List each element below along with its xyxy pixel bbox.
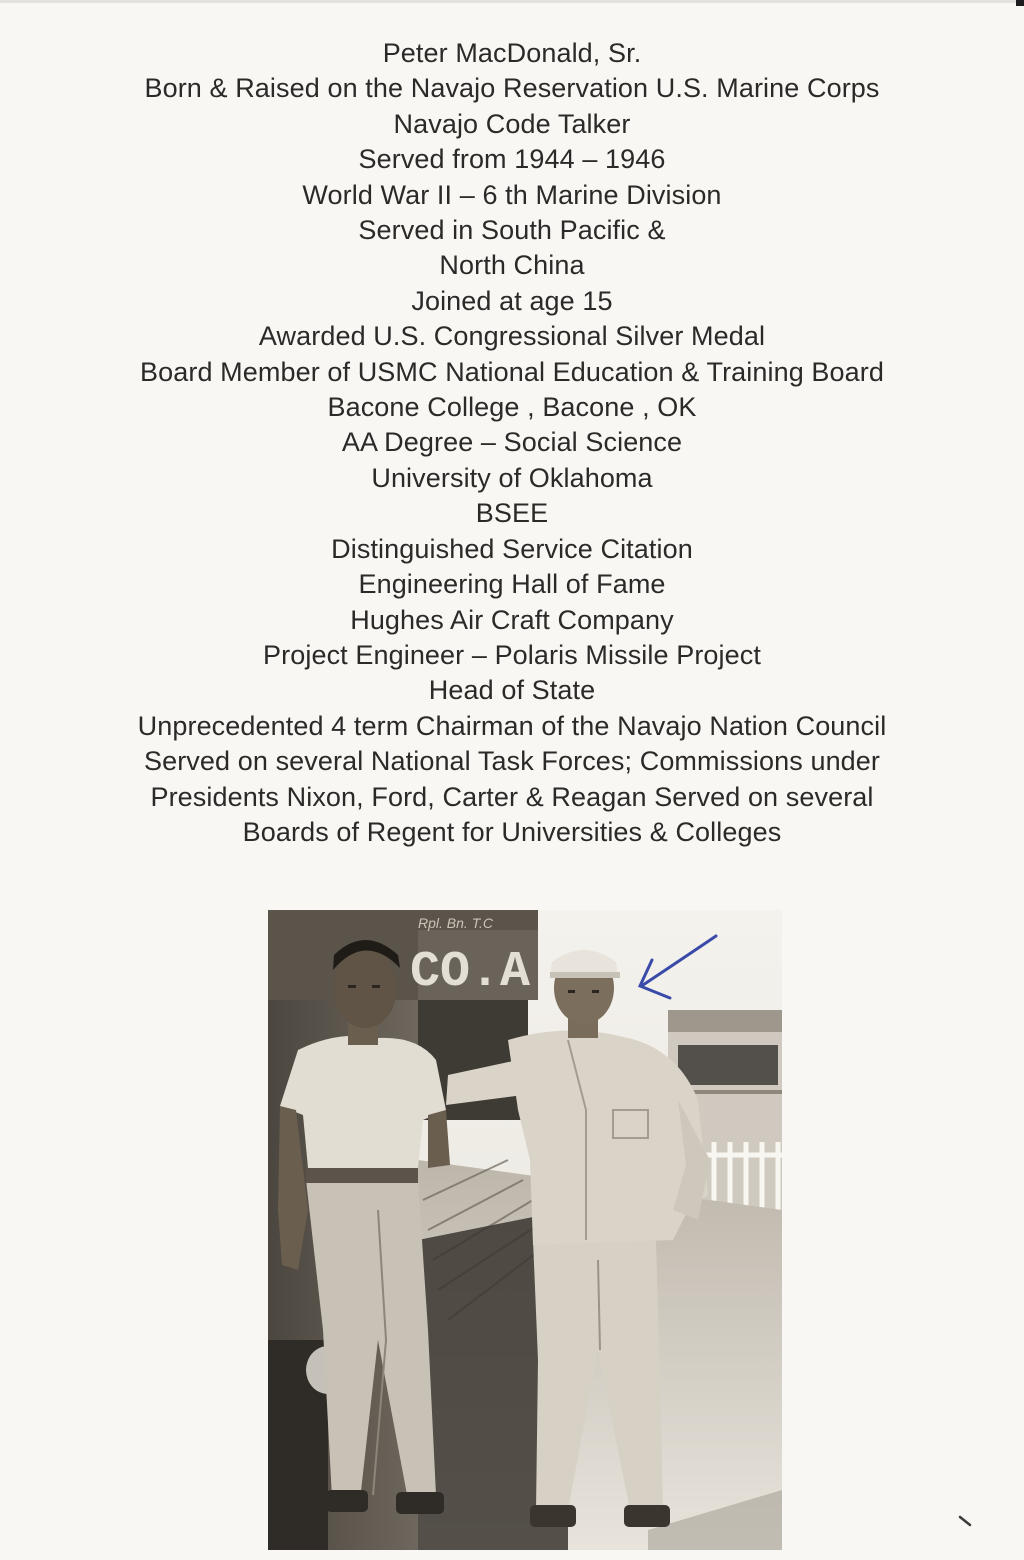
bio-line: Bacone College , Bacone , OK [327,392,697,423]
bio-line: North China [439,250,585,281]
bio-line: Navajo Code Talker [393,108,631,139]
bio-name: Peter MacDonald, Sr. [382,38,642,68]
bio-line: Distinguished Service Citation [331,533,693,564]
scan-stray-mark [958,1514,974,1528]
bio-line: Born & Raised on the Navajo Reservation U.S. Marine Corps [144,73,880,104]
two-marines-photo-illustration [268,910,782,1550]
bio-line: Presidents Nixon, Ford, Carter & Reagan Served on several [150,781,874,812]
bio-line: BSEE [475,498,549,529]
historical-photo [268,910,782,1550]
bio-line: Engineering Hall of Fame [358,569,666,600]
truck-sign-text: CO.A [410,944,531,1001]
bio-line: Head of State [428,675,596,706]
bio-line: Board Member of USMC National Education & Training Board [140,356,884,387]
bio-line: Project Engineer – Polaris Missile Project [263,639,761,670]
bio-line: AA Degree – Social Science [341,427,683,458]
truck-sign-top-text: Rpl. Bn. T.C [418,915,493,931]
bio-line: Joined at age 15 [411,285,613,316]
bio-line: World War II – 6 th Marine Division [302,179,722,210]
scan-corner-mark [1016,0,1024,6]
bio-line: Served from 1944 – 1946 [358,144,666,175]
bio-line: Hughes Air Craft Company [350,604,674,635]
scan-top-edge [0,0,1024,3]
biography-text [60,36,964,850]
bio-line: Unprecedented 4 term Chairman of the Navajo Nation Council [137,710,887,741]
bio-line: Boards of Regent for Universities & Colleges [242,816,782,847]
bio-line: Served on several National Task Forces; Commissions under [143,746,881,777]
bio-line: Awarded U.S. Congressional Silver Medal [258,321,766,352]
bio-line: University of Oklahoma [371,462,653,493]
bio-line: Served in South Pacific & [358,215,666,246]
